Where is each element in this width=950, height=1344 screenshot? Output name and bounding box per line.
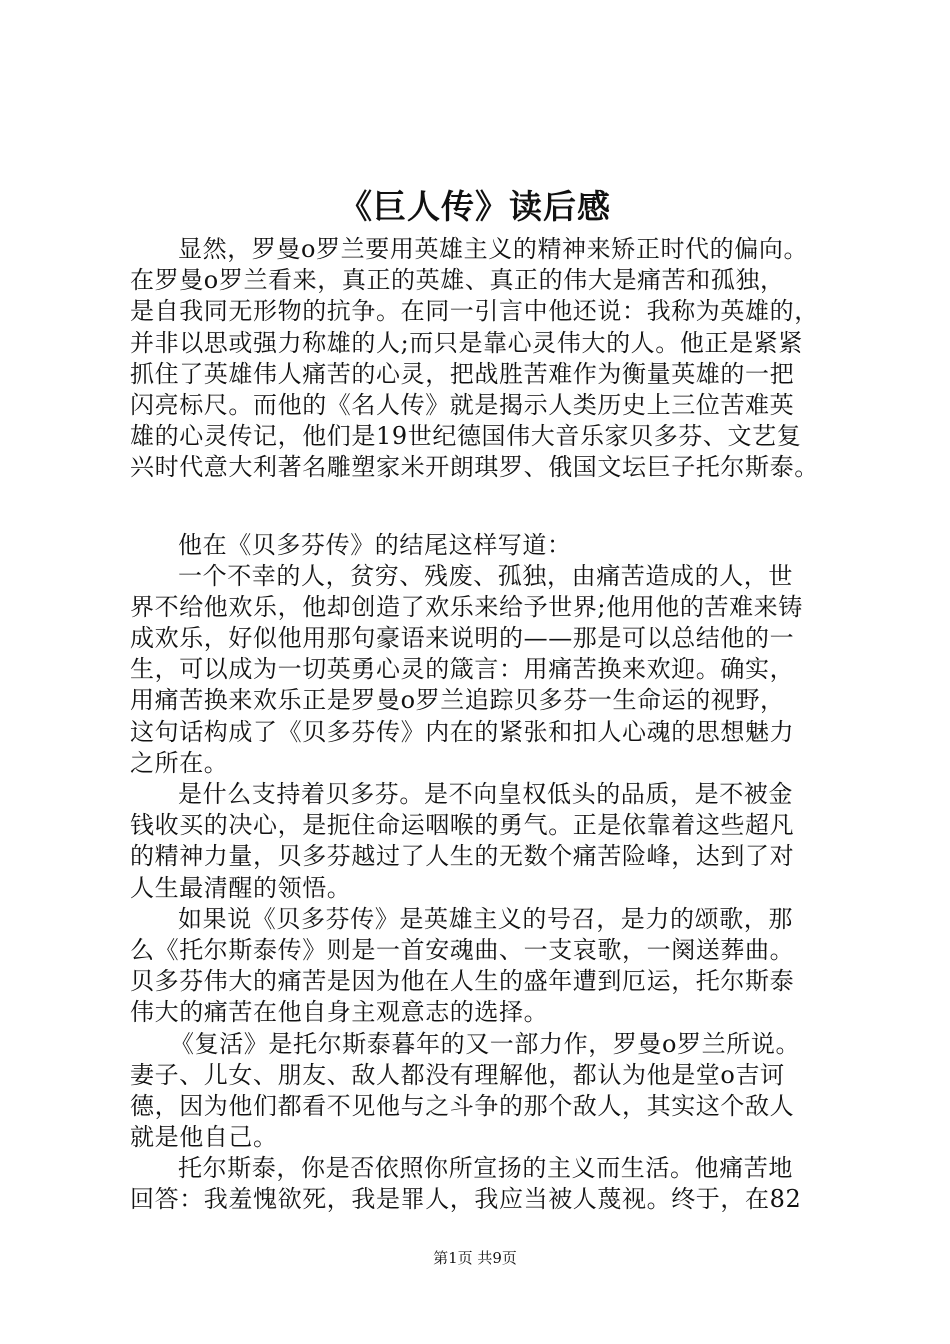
paragraph-4 [130,779,850,904]
paragraph-gap [130,484,850,530]
paragraph-2 [130,530,850,561]
text-line: 妻子、儿女、朋友、敌人都没有理解他，都认为他是堂o吉诃 [130,1060,785,1089]
text-line: 在罗曼o罗兰看来，真正的英雄、真正的伟大是痛苦和孤独， [130,266,785,295]
text-line: 这句话构成了《贝多芬传》内在的紧张和扣人心魂的思想魅力 [130,717,795,746]
paragraph-6 [130,1029,850,1154]
paragraph-3 [130,561,850,779]
text-line: 闪亮标尺。而他的《名人传》就是揭示人类历史上三位苦难英 [130,390,795,419]
text-line: 么《托尔斯泰传》则是一首安魂曲、一支哀歌，一阕送葬曲。 [130,935,795,964]
text-line: 是自我同无形物的抗争。在同一引言中他还说：我称为英雄的， [130,297,819,326]
text-line: 伟大的痛苦在他自身主观意志的选择。 [130,998,549,1027]
text-line: 德，因为他们都看不见他与之斗争的那个敌人，其实这个敌人 [130,1091,795,1120]
text-line: 界不给他欢乐，他却创造了欢乐来给予世界;他用他的苦难来铸 [130,592,803,621]
text-line: 《复活》是托尔斯泰暮年的又一部力作，罗曼o罗兰所说。 [170,1029,801,1058]
text-line: 一个不幸的人，贫穷、残废、孤独，由痛苦造成的人，世 [178,561,793,590]
text-line: 钱收买的决心，是扼住命运咽喉的勇气。正是依靠着这些超凡 [130,811,795,840]
text-line: 成欢乐，好似他用那句豪语来说明的——那是可以总结他的一 [130,624,795,653]
page-number-footer: 第1页 共9页 [433,1249,517,1267]
paragraph-1 [130,234,850,484]
text-line: 托尔斯泰，你是否依照你所宣扬的主义而生活。他痛苦地 [178,1154,793,1183]
text-line: 并非以思或强力称雄的人;而只是靠心灵伟大的人。他正是紧紧 [130,328,803,357]
paragraph-7 [130,1153,850,1215]
text-line: 他在《贝多芬传》的结尾这样写道： [178,530,572,559]
text-line: 显然，罗曼o罗兰要用英雄主义的精神来矫正时代的偏向。 [178,235,809,263]
text-line: 贝多芬伟大的痛苦是因为他在人生的盛年遭到厄运，托尔斯泰 [130,967,795,996]
document-title: 《巨人传》读后感 [339,187,611,226]
text-line: 就是他自己。 [130,1123,278,1152]
text-line: 雄的心灵传记，他们是19世纪德国伟大音乐家贝多芬、文艺复 [130,422,802,451]
text-line: 人生最清醒的领悟。 [130,873,352,902]
text-line: 如果说《贝多芬传》是英雄主义的号召，是力的颂歌，那 [178,904,793,933]
paragraph-5 [130,904,850,1029]
text-line: 回答：我羞愧欲死，我是罪人，我应当被人蔑视。终于，在82 [130,1185,802,1214]
text-line: 之所在。 [130,748,229,777]
text-line: 用痛苦换来欢乐正是罗曼o罗兰追踪贝多芬一生命运的视野， [130,686,785,715]
text-line: 的精神力量，贝多芬越过了人生的无数个痛苦险峰，达到了对 [130,842,795,871]
text-line: 抓住了英雄伟人痛苦的心灵，把战胜苦难作为衡量英雄的一把 [130,359,795,388]
document-body [130,234,850,1216]
text-line: 兴时代意大利著名雕塑家米开朗琪罗、俄国文坛巨子托尔斯泰。 [130,453,819,482]
text-line: 是什么支持着贝多芬。是不向皇权低头的品质，是不被金 [178,780,793,808]
text-line: 生，可以成为一切英勇心灵的箴言：用痛苦换来欢迎。确实， [130,655,795,684]
